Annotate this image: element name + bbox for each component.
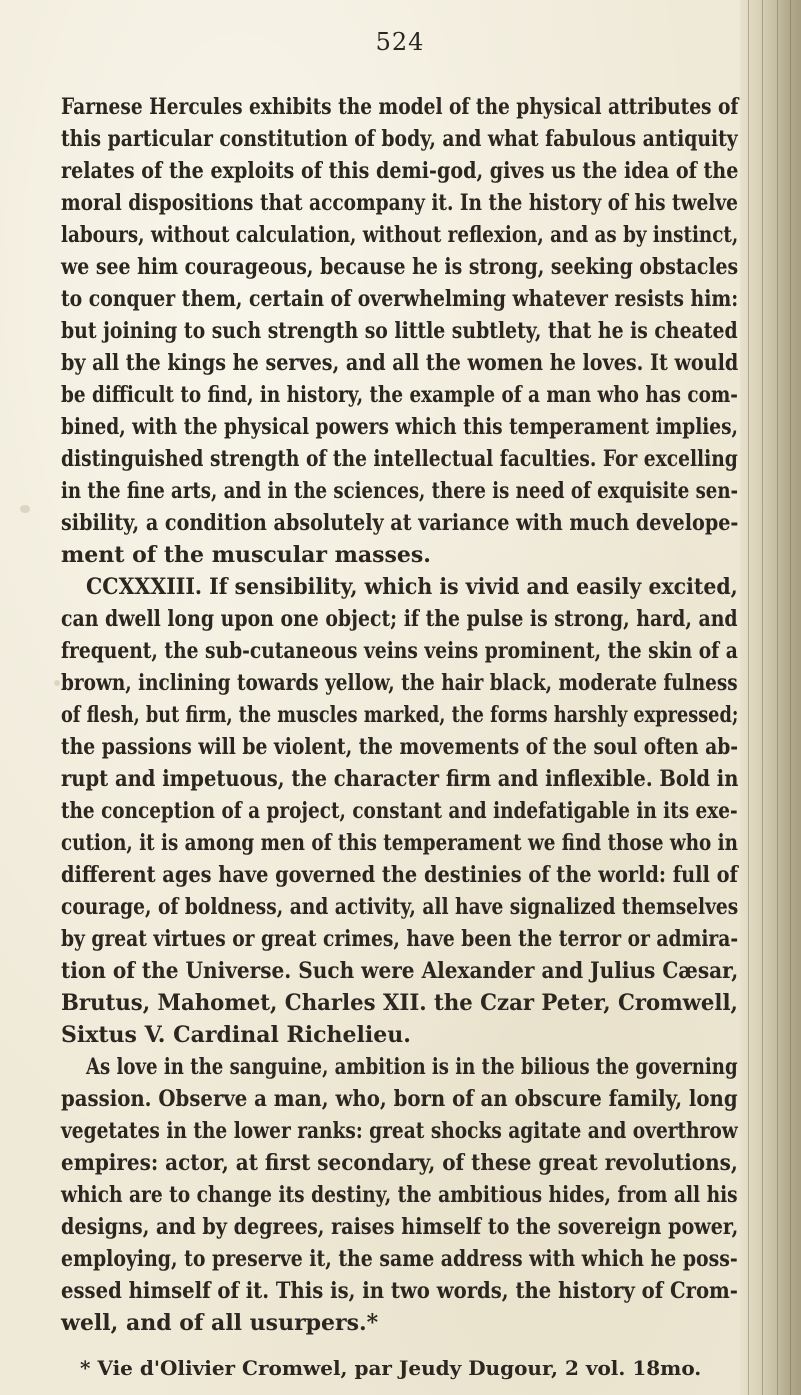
text-line: distinguished strength of the intellectual faculties. For excelling [61, 446, 738, 472]
text-line: we see him courageous, because he is strong, seeking obstacles [61, 254, 739, 280]
text-line: labours, without calculation, without reflexion, and as by instinct, [61, 222, 739, 248]
text-line: tion of the Universe. Such were Alexander and Julius Cæsar, [61, 958, 739, 984]
text-line: which are to change its destiny, the ambitious hides, from all his [61, 1182, 738, 1208]
text-line: vegetates in the lower ranks: great shocks agitate and overthrow [61, 1118, 738, 1144]
text-line: sibility, a condition absolutely at variance with much develope- [61, 510, 739, 536]
text-line: moral dispositions that accompany it. In the history of his twelve [61, 190, 738, 216]
text-line: empires: actor, at first secondary, of these great revolutions, [61, 1150, 738, 1176]
text-line: but joining to such strength so little subtlety, that he is cheated [61, 318, 738, 344]
section-start-line: CCXXXIII. If sensibility, which is vivid and easily excited, [86, 574, 738, 600]
text-line: this particular constitution of body, and what fabulous antiquity [61, 126, 738, 152]
text-line: by all the kings he serves, and all the women he loves. It would [61, 350, 739, 376]
paragraph-start-line: As love in the sanguine, ambition is in the bilious the governing [86, 1054, 738, 1080]
text-line: cution, it is among men of this temperament we find those who in [61, 830, 738, 856]
text-line: different ages have governed the destinies of the world: full of [61, 862, 738, 888]
text-line: frequent, the sub-cutaneous veins veins prominent, the skin of a [61, 638, 738, 664]
text-line: passion. Observe a man, who, born of an obscure family, long [61, 1086, 738, 1112]
text-line: can dwell long upon one object; if the pulse is strong, hard, and [61, 606, 738, 632]
text-line: the conception of a project, constant and indefatigable in its exe- [61, 798, 738, 824]
footnote: * Vie d'Olivier Cromwel, par Jeudy Dugour, 2 vol. 18mo. [80, 1356, 702, 1380]
text-line: Brutus, Mahomet, Charles XII. the Czar Peter, Cromwell, [61, 990, 738, 1016]
text-line: Farnese Hercules exhibits the model of the physical attributes of [61, 94, 739, 120]
text-line: be difficult to find, in history, the example of a man who has com- [61, 382, 738, 408]
text-line: ment of the muscular masses. [61, 542, 431, 568]
text-line: relates of the exploits of this demi-god, gives us the idea of the [61, 158, 739, 184]
text-line: of flesh, but firm, the muscles marked, the forms harshly expressed; [61, 702, 739, 728]
text-line: courage, of boldness, and activity, all have signalized themselves [61, 894, 739, 920]
text-line: the passions will be violent, the movements of the soul often ab- [61, 734, 739, 760]
text-line: in the fine arts, and in the sciences, there is need of exquisite sen- [61, 478, 739, 504]
text-line: well, and of all usurpers.* [61, 1310, 379, 1336]
text-line: essed himself of it. This is, in two words, the history of Crom- [61, 1278, 738, 1304]
text-line: by great virtues or great crimes, have been the terror or admira- [61, 926, 739, 952]
text-line: bined, with the physical powers which this temperament implies, [61, 414, 739, 440]
page-number: 524 [375, 28, 425, 56]
text-line: designs, and by degrees, raises himself to the sovereign power, [61, 1214, 739, 1240]
text-line: Sixtus V. Cardinal Richelieu. [61, 1022, 411, 1048]
text-line: employing, to preserve it, the same address with which he poss- [61, 1246, 738, 1272]
text-line: rupt and impetuous, the character firm and inflexible. Bold in [61, 766, 739, 792]
text-line: brown, inclining towards yellow, the hair black, moderate fulness [61, 670, 738, 696]
text-line: to conquer them, certain of overwhelming whatever resists him: [61, 286, 739, 312]
